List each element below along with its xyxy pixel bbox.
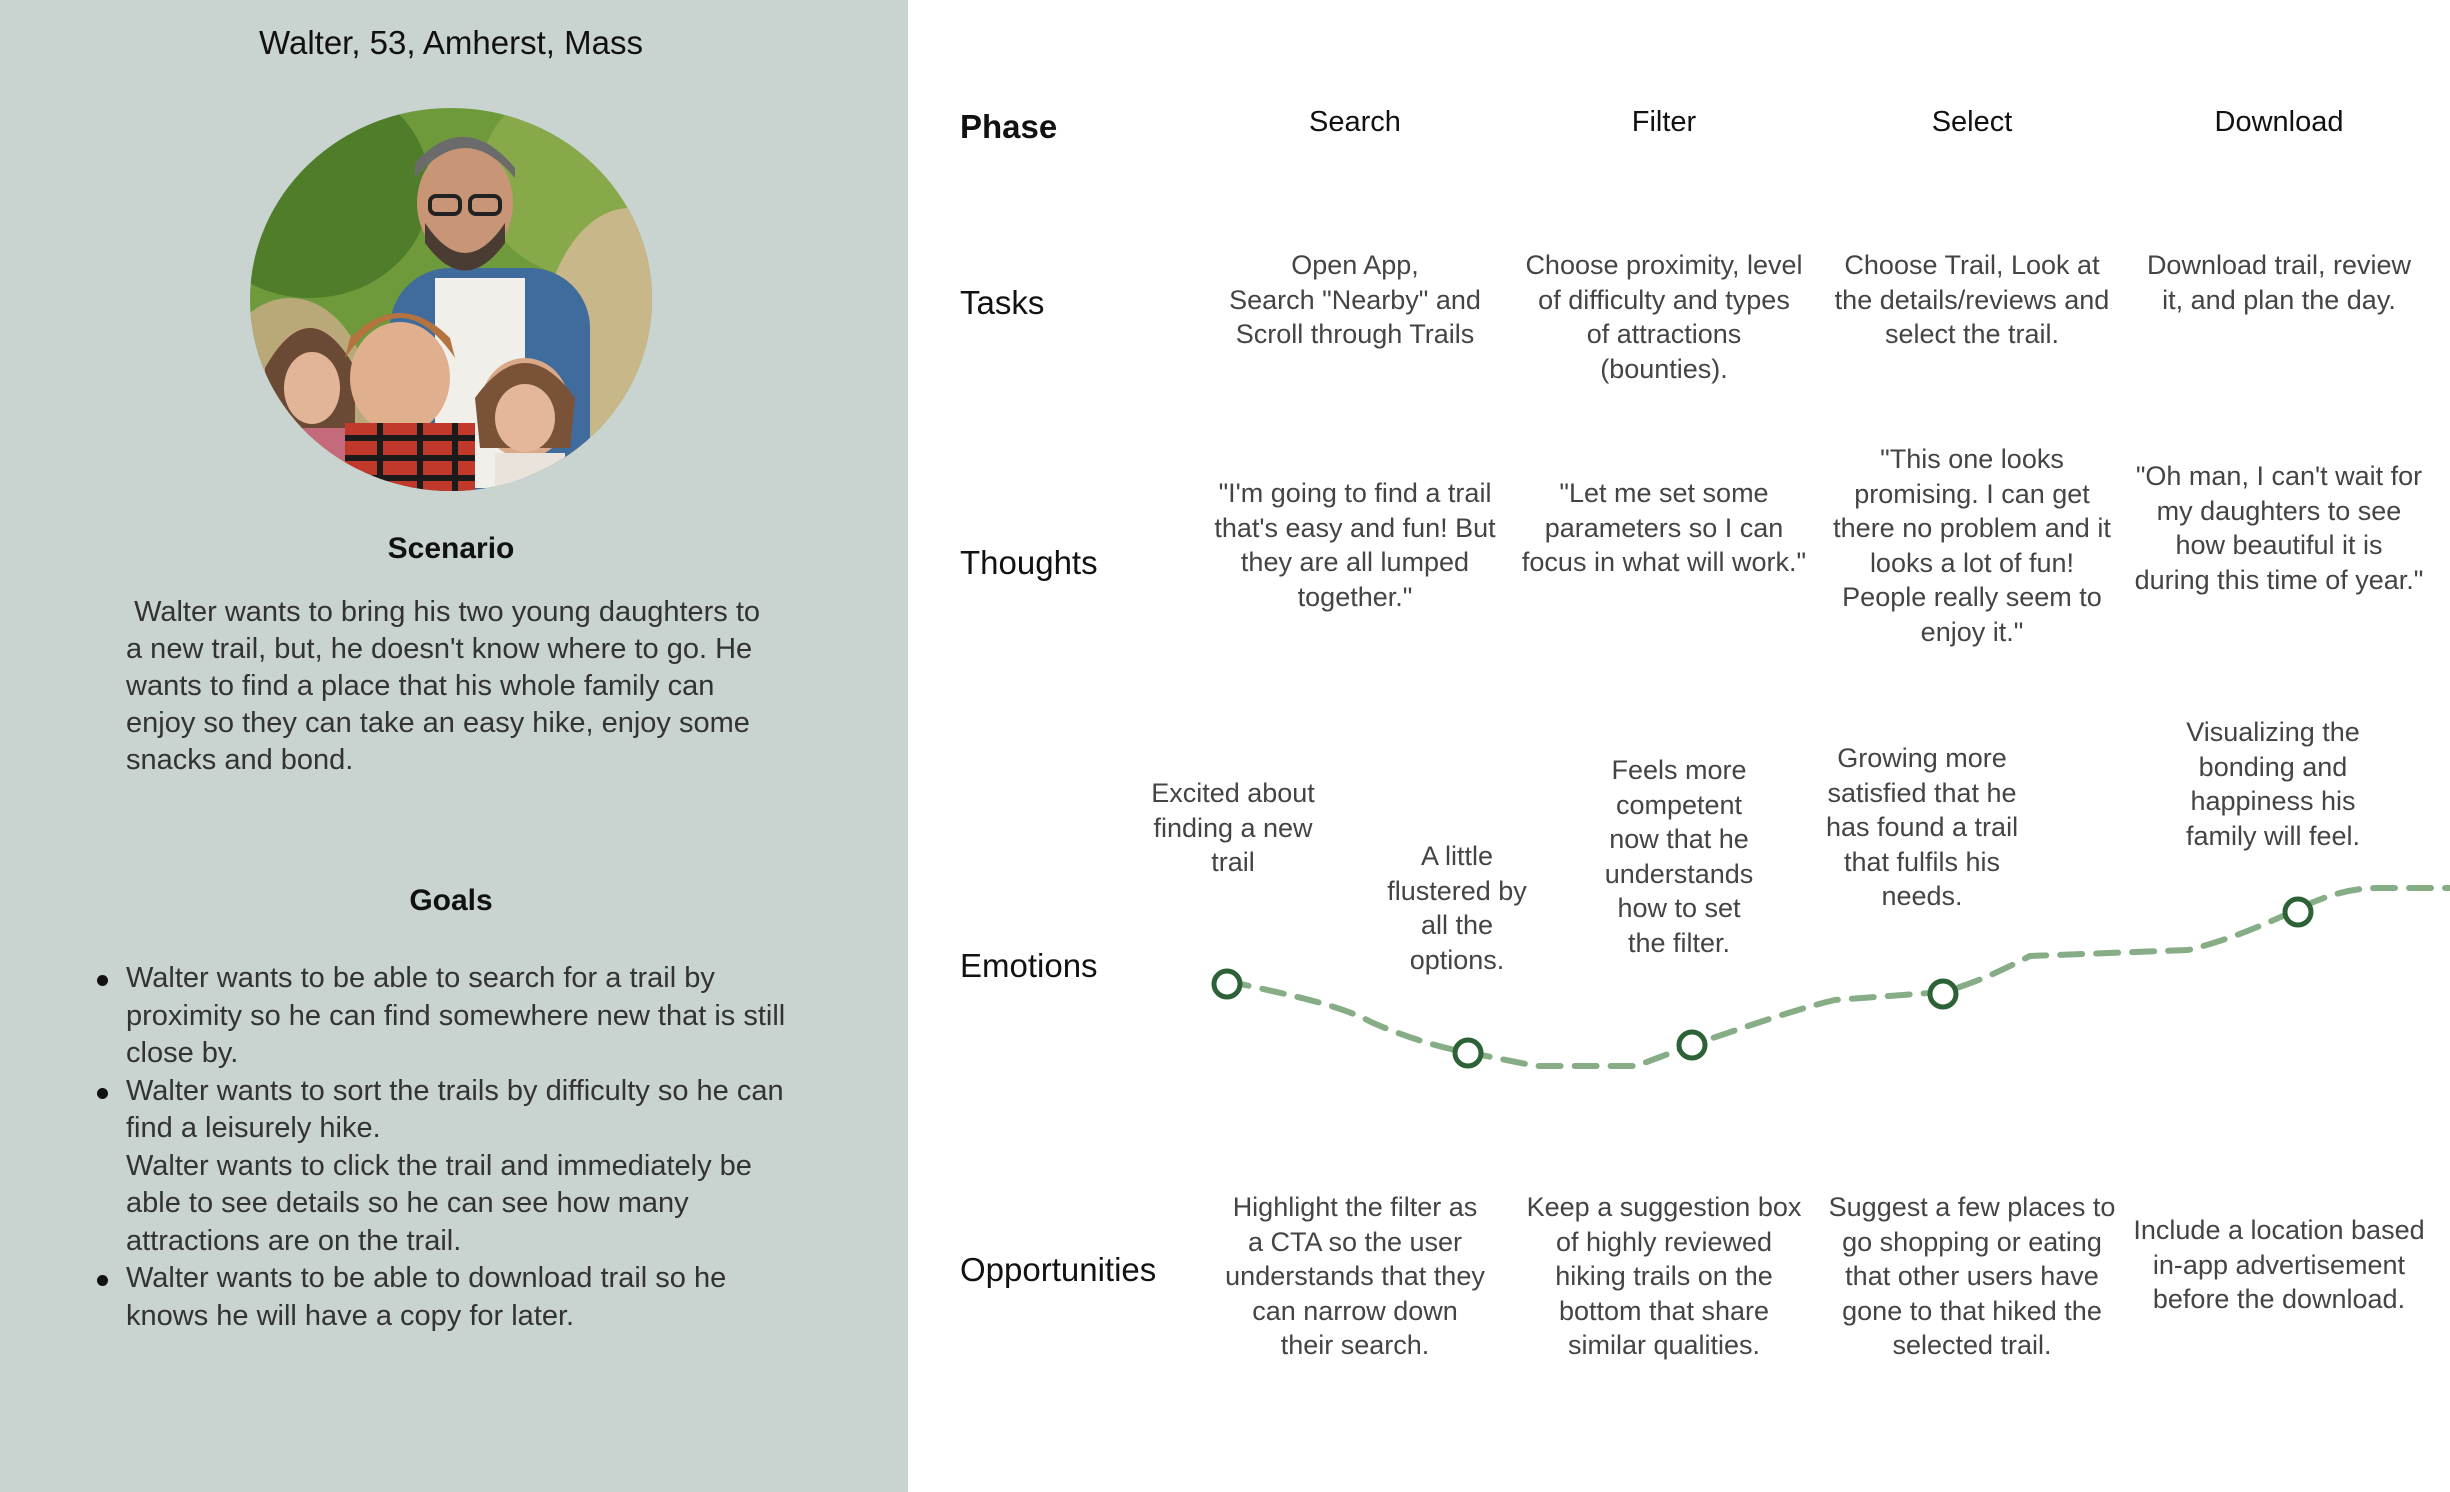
task-cell-search: Open App, Search "Nearby" and Scroll through Trails — [1229, 250, 1481, 349]
emotion-point-5 — [2285, 899, 2311, 925]
thought-cell-select: "This one looks promising. I can get there no problem and it looks a lot of fun! People really seem to enjoy it." — [1833, 444, 2111, 647]
emotion-point-4 — [1930, 981, 1956, 1007]
phase-header-select: Select — [1931, 106, 2013, 138]
opportunity-cell-download: Include a location based in-app advertisement before the download. — [2133, 1215, 2425, 1314]
emotion-text-1: Excited about finding a new trail — [1151, 778, 1315, 877]
scenario-text: Walter wants to bring his two young daughters to a new trail, but, he doesn't know where to go. He wants to find a place that his whole family can enjoy so they can take an easy hike, enjoy some snacks and bond. — [126, 596, 761, 776]
goal-item: Walter wants to sort the trails by difficulty so he can find a leisurely hike. — [126, 1073, 806, 1148]
persona-name: Walter, 53, Amherst, Mass — [259, 24, 643, 61]
emotion-point-3 — [1679, 1032, 1705, 1058]
row-label-opportunities: Opportunities — [960, 1251, 1157, 1288]
emotion-curve-line — [1227, 888, 2450, 1066]
phase-header-filter: Filter — [1631, 106, 1697, 138]
row-label-tasks: Tasks — [960, 284, 1045, 321]
thought-cell-filter: "Let me set some parameters so I can focus in what will work." — [1521, 478, 1807, 577]
emotion-text-3: Feels more competent now that he understands how to set the filter. — [1604, 755, 1754, 958]
thought-cell-search: "I'm going to find a trail that's easy and fun! But they are all lumped together." — [1214, 478, 1496, 612]
emotion-text-5: Visualizing the bonding and happiness his family will feel. — [2185, 717, 2361, 851]
goal-item: Walter wants to click the trail and immediately be able to see details so he can see how many attractions are on the trail. — [126, 1149, 752, 1257]
phase-header-download: Download — [2214, 106, 2344, 138]
emotion-text-4: Growing more satisfied that he has found a trail that fulfils his needs. — [1825, 743, 2019, 911]
goals-title: Goals — [409, 884, 493, 917]
emotion-point-1 — [1214, 971, 1240, 997]
opportunity-cell-search: Highlight the filter as a CTA so the user understands that they can narrow down their search. — [1225, 1192, 1485, 1360]
row-label-emotions: Emotions — [960, 947, 1098, 984]
row-label-phase: Phase — [960, 108, 1058, 145]
task-cell-select: Choose Trail, Look at the details/reviews and select the trail. — [1834, 250, 2110, 349]
thought-cell-download: "Oh man, I can't wait for my daughters to see how beautiful it is during this time of year." — [2134, 461, 2424, 595]
task-cell-download: Download trail, review it, and plan the day. — [2146, 250, 2412, 315]
row-label-thoughts: Thoughts — [960, 544, 1098, 581]
emotion-text-2: A little flustered by all the options. — [1387, 841, 1527, 975]
task-cell-filter: Choose proximity, level of difficulty and types of attractions (bounties). — [1525, 250, 1803, 384]
phase-header-search: Search — [1309, 106, 1401, 138]
scenario-title: Scenario — [387, 532, 515, 565]
opportunity-cell-filter: Keep a suggestion box of highly reviewed hiking trails on the bottom that share similar qualities. — [1526, 1192, 1802, 1360]
goal-item: Walter wants to be able to download trail so he knows he will have a copy for later. — [126, 1260, 806, 1335]
opportunity-cell-select: Suggest a few places to go shopping or eating that other users have gone to that hiked the selected trail. — [1828, 1192, 2116, 1360]
emotion-point-2 — [1455, 1040, 1481, 1066]
goal-item: Walter wants to be able to search for a trail by proximity so he can find somewhere new that is still close by. — [126, 960, 806, 1073]
